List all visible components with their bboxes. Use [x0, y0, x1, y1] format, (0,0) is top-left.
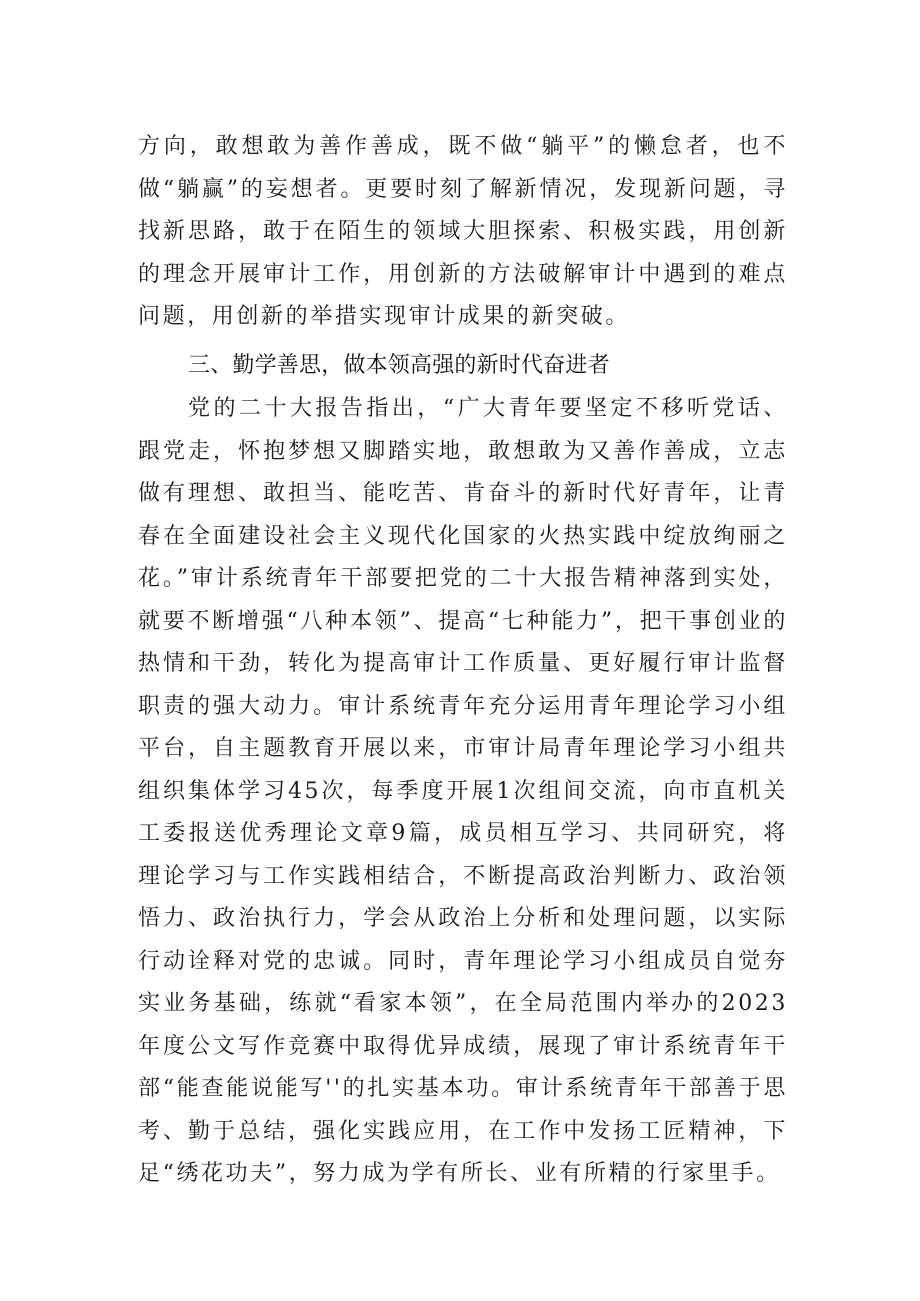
paragraph-main: 党的二十大报告指出，“广大青年要坚定不移听党话、跟党走，怀抱梦想又脚踏实地，敢想敢为又善作善成，立志做有理想、敢担当、能吃苦、肯奋斗的新时代好青年，让青春在全面建设社会主义现代化国家的火热实践中绽放绚丽之花。”审计系统青年干部要把党的二十大报告精神落到实处，就要不断增强“八种本领”、提高“七种能力”，把干事创业的热情和干劲，转化为提高审计工作质量、更好履行审计监督职责的强大动力。审计系统青年充分运用青年理论学习小组平台，自主题教育开展以来，市审计局青年理论学习小组共组织集体学习45次，每季度开展1次组间交流，向市直机关工委报送优秀理论文章9篇，成员相互学习、共同研究，将理论学习与工作实践相结合，不断提高政治判断力、政治领悟力、政治执行力，学会从政治上分析和处理问题，以实际行动诠释对党的忠诚。同时，青年理论学习小组成员自觉夯实业务基础，练就“看家本领”，在全局范围内举办的2023年度公文写作竞赛中取得优异成绩，展现了审计系统青年干部“能查能说能写''的扎实基本功。审计系统青年干部善于思考、勤于总结，强化实践应用，在工作中发扬工匠精神，下足“绣花功夫”，努力成为学有所长、业有所精的行家里手。 [138, 396, 788, 1186]
section-heading: 三、勤学善思，做本领高强的新时代奋进者 [188, 353, 610, 378]
document-body-section [138, 388, 788, 1196]
document-body [138, 126, 788, 339]
paragraph-continued: 方向，敢想敢为善作善成，既不做“躺平”的懒怠者，也不做“躺赢”的妄想者。更要时刻了解新情况，发现新问题，寻找新思路，敢于在陌生的领域大胆探索、积极实践，用创新的理念开展审计工作，用创新的方法破解审计中遇到的难点问题，用创新的举措实现审计成果的新突破。 [138, 134, 788, 329]
